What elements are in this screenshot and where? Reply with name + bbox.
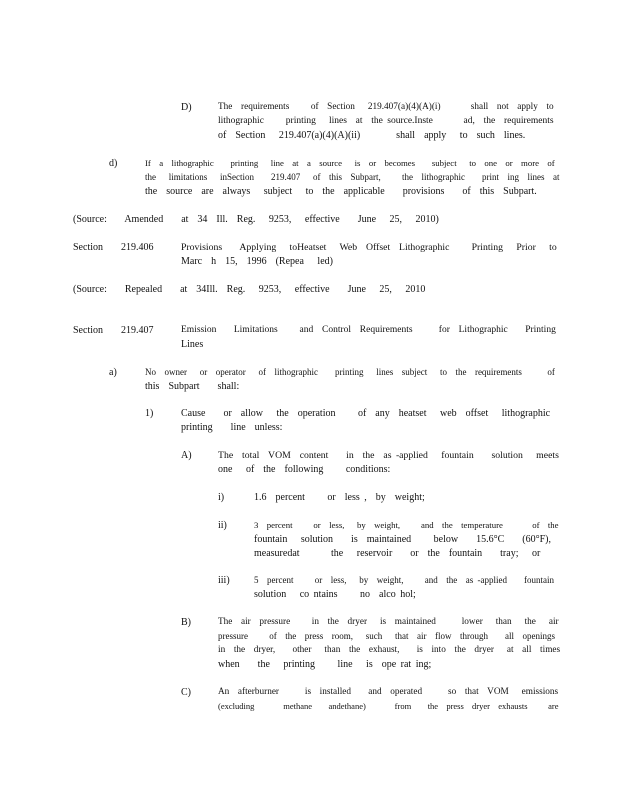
text-line: fountain solution is maintained below 15.6°C (60°F), [254, 534, 551, 545]
text-line: No owner or operator of lithographic printing lines subject to the requirements of [145, 367, 555, 377]
text-line: measuredat the reservoir or the fountain tray; or [254, 548, 541, 559]
section-title: Lines [181, 339, 204, 350]
text-line: pressure of the press room, such that air flow through all openings [218, 631, 555, 641]
item-label-i: i) [218, 492, 225, 503]
section-title: Emission Limitations and Control Requirements for Lithographic Printing [181, 325, 556, 335]
text-line: printing line unless: [181, 422, 283, 433]
item-label-A: A) [181, 450, 192, 461]
source-note: (Source: Repealed at 34Ill. Reg. 9253, effective June 25, 2010 [73, 284, 426, 295]
item-label-d: d) [109, 158, 118, 169]
text-line: lithographic printing lines at the source.Inste ad, the requirements [218, 116, 554, 126]
text-line: in the dryer, other than the exhaust, is into the dryer at all times [218, 645, 561, 655]
text-line: Cause or allow the operation of any heatset web offset lithographic [181, 408, 551, 419]
section-title: Provisions Applying toHeatset Web Offset Lithographic Printing Prior to [181, 242, 557, 253]
item-label-a: a) [109, 367, 117, 378]
section-title: Marc h 15, 1996 (Repea led) [181, 256, 333, 267]
text-line: the source are always subject to the applicable provisions of this Subpart. [145, 186, 537, 197]
text-line: An afterburner is installed and operated so that VOM emissions [218, 687, 559, 697]
section-number: Section 219.407 [73, 325, 154, 336]
text-line: this Subpart shall: [145, 381, 240, 392]
item-label-D-top: D) [181, 102, 192, 113]
text-line: solution co ntains no alco hol; [254, 589, 416, 600]
text-line: If a lithographic printing line at a source is or becomes subject to one or more of [145, 158, 555, 168]
item-label-iii: iii) [218, 575, 230, 586]
text-line: The requirements of Section 219.407(a)(4)(A)(i) shall not apply to [218, 102, 554, 112]
text-line: (excluding methane andethane) from the press dryer exhausts are [218, 701, 559, 711]
item-label-1: 1) [145, 408, 154, 419]
text-line: when the printing line is ope rat ing; [218, 659, 432, 670]
text-line: 3 percent or less, by weight, and the temperature of the [254, 520, 559, 530]
source-note: (Source: Amended at 34 Ill. Reg. 9253, effective June 25, 2010) [73, 214, 439, 225]
item-label-B: B) [181, 617, 191, 628]
item-label-ii: ii) [218, 520, 227, 531]
section-number: Section 219.406 [73, 242, 154, 253]
text-line: The total VOM content in the as -applied fountain solution meets [218, 450, 559, 461]
text-line: one of the following conditions: [218, 464, 391, 475]
text-line: of Section 219.407(a)(4)(A)(ii) shall apply to such lines. [218, 130, 526, 141]
text-line: 5 percent or less, by weight, and the as -applied fountain [254, 575, 554, 585]
text-line: 1.6 percent or less , by weight; [254, 492, 425, 503]
text-line: The air pressure in the dryer is maintained lower than the air [218, 617, 559, 627]
item-label-C: C) [181, 687, 191, 698]
text-line: the limitations inSection 219.407 of this Subpart, the lithographic print ing lines at [145, 172, 560, 182]
